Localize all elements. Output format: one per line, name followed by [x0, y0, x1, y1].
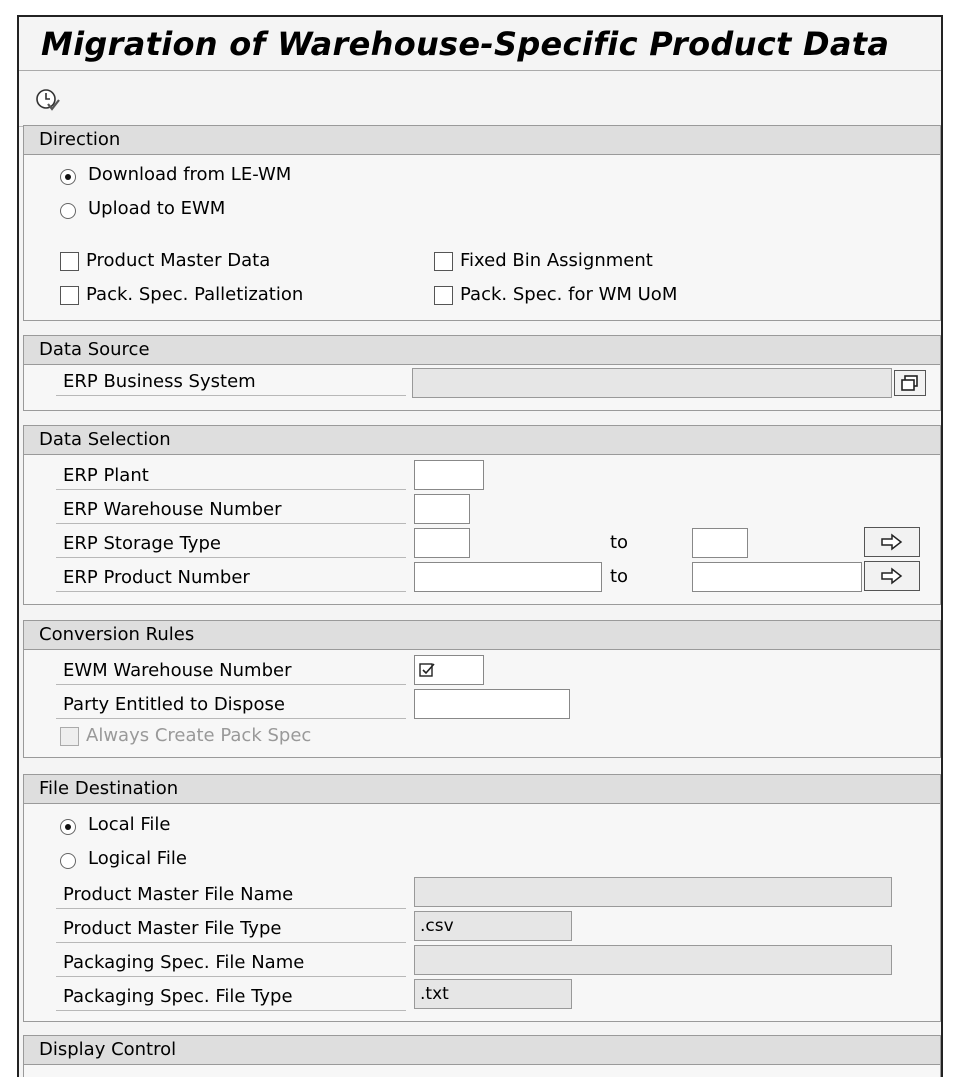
party-entitled-label: Party Entitled to Dispose — [56, 691, 406, 719]
fixed-bin-checkbox[interactable] — [434, 252, 453, 271]
pack-spec-palletization-label: Pack. Spec. Palletization — [86, 284, 304, 305]
arrow-right-icon — [879, 567, 905, 585]
required-entry-icon — [419, 662, 437, 678]
erp-product-number-from-input[interactable] — [414, 562, 602, 592]
erp-warehouse-number-label: ERP Warehouse Number — [56, 496, 406, 524]
erp-business-system-input[interactable] — [412, 368, 892, 398]
always-create-pack-spec-checkbox — [60, 727, 79, 746]
erp-storage-type-to-input[interactable] — [692, 528, 748, 558]
toolbar — [19, 72, 941, 127]
pack-spec-palletization-checkbox[interactable] — [60, 286, 79, 305]
erp-plant-input[interactable] — [414, 460, 484, 490]
file-destination-group — [23, 774, 941, 1022]
product-master-file-name-label: Product Master File Name — [56, 881, 406, 909]
erp-storage-type-from-input[interactable] — [414, 528, 470, 558]
logical-file-radio[interactable] — [60, 853, 76, 869]
arrow-right-icon — [879, 533, 905, 551]
pack-spec-wm-uom-checkbox[interactable] — [434, 286, 453, 305]
erp-product-number-to-input[interactable] — [692, 562, 862, 592]
packaging-spec-file-name-label: Packaging Spec. File Name — [56, 949, 406, 977]
download-radio-label: Download from LE-WM — [88, 164, 292, 185]
erp-plant-label: ERP Plant — [56, 462, 406, 490]
direction-group — [23, 125, 941, 321]
local-file-label: Local File — [88, 814, 171, 835]
packaging-spec-file-type-input[interactable]: .txt — [414, 979, 572, 1009]
product-master-file-type-label: Product Master File Type — [56, 915, 406, 943]
packaging-spec-file-name-input[interactable] — [414, 945, 892, 975]
logical-file-label: Logical File — [88, 848, 187, 869]
always-create-pack-spec-label: Always Create Pack Spec — [86, 725, 312, 746]
pack-spec-wm-uom-label: Pack. Spec. for WM UoM — [460, 284, 678, 305]
display-control-heading: Display Control — [24, 1036, 940, 1065]
local-file-radio[interactable] — [60, 819, 76, 835]
storage-type-multiple-selection-button[interactable] — [864, 527, 920, 557]
erp-product-number-label: ERP Product Number — [56, 564, 406, 592]
ewm-warehouse-number-input[interactable] — [414, 655, 484, 685]
product-master-data-label: Product Master Data — [86, 250, 271, 271]
page-title: Migration of Warehouse-Specific Product Data — [19, 17, 941, 71]
fixed-bin-label: Fixed Bin Assignment — [460, 250, 653, 271]
data-source-group — [23, 335, 941, 411]
product-number-to-label: to — [610, 566, 629, 587]
packaging-spec-file-type-label: Packaging Spec. File Type — [56, 983, 406, 1011]
product-master-file-name-input[interactable] — [414, 877, 892, 907]
erp-business-system-label: ERP Business System — [56, 368, 406, 396]
multiple-selection-button[interactable] — [894, 370, 926, 396]
display-control-group — [23, 1035, 941, 1077]
erp-warehouse-number-input[interactable] — [414, 494, 470, 524]
party-entitled-input[interactable] — [414, 689, 570, 719]
execute-clock-icon[interactable] — [35, 88, 61, 114]
erp-storage-type-label: ERP Storage Type — [56, 530, 406, 558]
multiple-selection-icon — [900, 374, 920, 392]
window-frame — [17, 15, 943, 1077]
upload-radio-label: Upload to EWM — [88, 198, 226, 219]
file-destination-heading: File Destination — [24, 775, 940, 804]
ewm-warehouse-number-label: EWM Warehouse Number — [56, 657, 406, 685]
product-master-file-type-input[interactable]: .csv — [414, 911, 572, 941]
download-radio[interactable] — [60, 169, 76, 185]
data-selection-heading: Data Selection — [24, 426, 940, 455]
storage-type-to-label: to — [610, 532, 629, 553]
conversion-rules-group — [23, 620, 941, 758]
conversion-rules-heading: Conversion Rules — [24, 621, 940, 650]
product-number-multiple-selection-button[interactable] — [864, 561, 920, 591]
data-selection-group — [23, 425, 941, 605]
product-master-data-checkbox[interactable] — [60, 252, 79, 271]
upload-radio[interactable] — [60, 203, 76, 219]
data-source-heading: Data Source — [24, 336, 940, 365]
direction-heading: Direction — [24, 126, 940, 155]
